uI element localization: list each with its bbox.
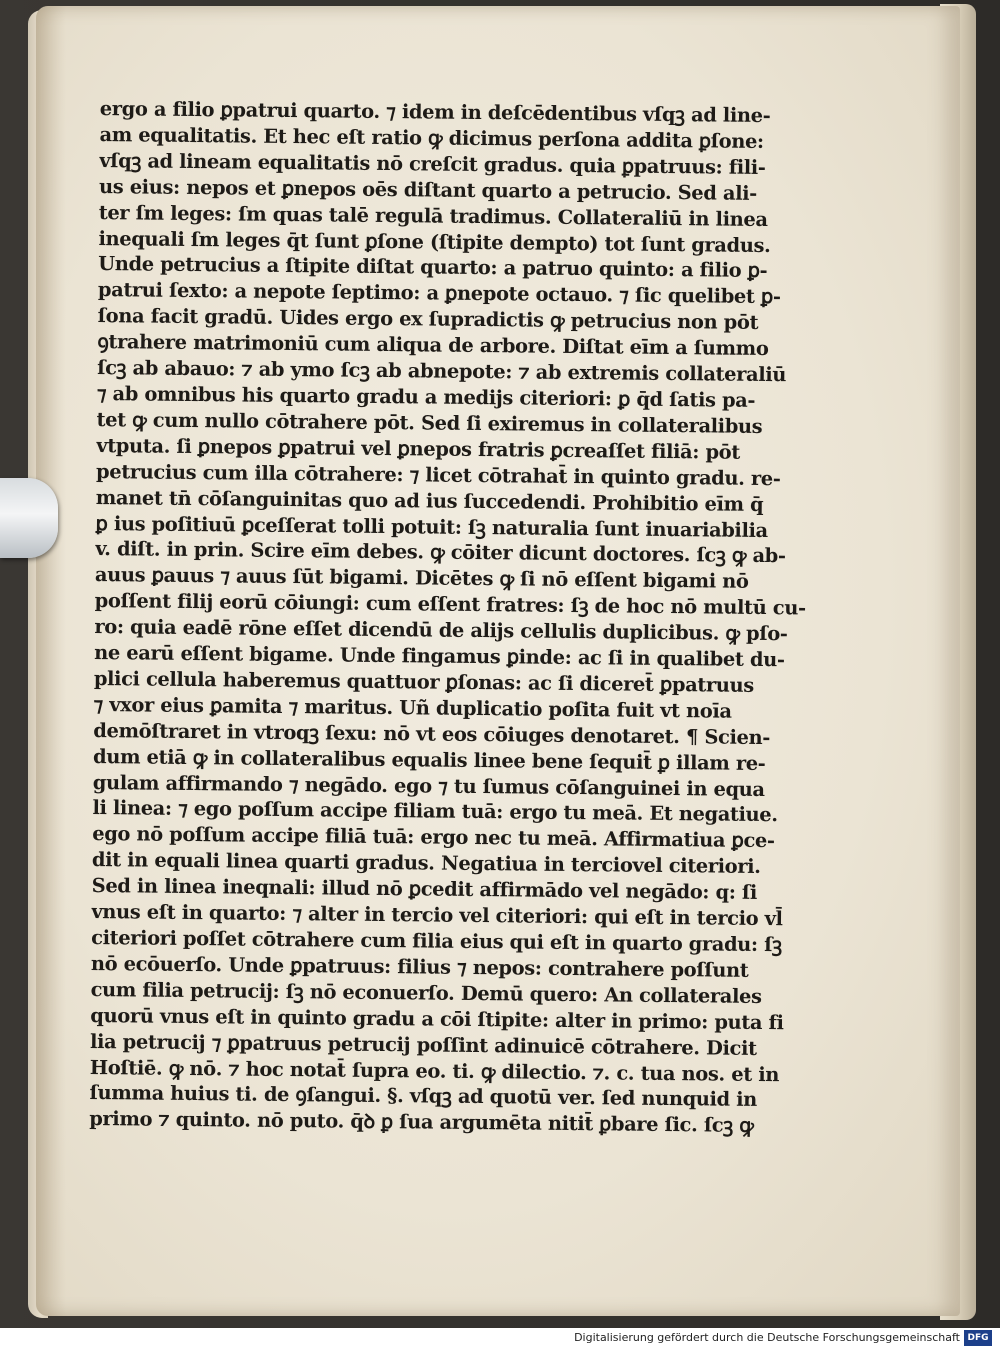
text-line: lia petrucij ⁊ ꝑpatruus petrucij poſſint adinuicē cōtrahere. Dicit: [89, 1029, 757, 1060]
page-text-block: [89, 96, 812, 1140]
text-line: li linea: ⁊ ego poſſum accipe filiam tuā: ergo tu meā. Et negatiue.: [92, 796, 778, 827]
text-line: ſumma huius ti. de ꝯſangui. §. vſqꝫ ad quotū ver. ſed nunquid in: [89, 1081, 758, 1112]
text-line: ergo a filio ꝑpatrui quarto. ⁊ idem in deſcēdentibus vſqꝫ ad line-: [99, 96, 771, 128]
text-line: ⁊ vxor eius ꝑamita ⁊ maritus. Uñ duplicatio poſita fuit vt noīa: [93, 692, 732, 723]
text-line: manet tn̄ cōſanguinitas quo ad ius ſuccedendi. Prohibitio eīm q̄: [95, 485, 764, 516]
text-line: quorū vnus eſt in quinto gradu a cōi ſtipite: alter in primo: puta fi: [90, 1003, 784, 1034]
text-line: gulam affirmando ⁊ negādo. ego ⁊ tu ſumus cōſanguinei in equa: [92, 770, 765, 801]
text-line: ne earū eſſent bigame. Unde fingamus ꝑinde: ac ſi in qualibet du-: [94, 641, 785, 672]
footer-bar: [0, 1328, 1000, 1349]
text-line: ꝑ ius poſitiuū ꝑceſſerat tolli potuit: ſꝫ naturalia ſunt inuariabilia: [95, 511, 768, 542]
text-line: am equalitatis. Et hec eſt ratio ꝙ dicimus perſona addita ꝑſone:: [99, 122, 764, 153]
text-line: tet ꝙ cum nullo cōtrahere pōt. Sed ſi exiremus in collateralibus: [96, 407, 763, 438]
text-line: petrucius cum illa cōtrahere: ⁊ licet cōtrahat̄ in quinto gradu. re-: [95, 459, 781, 490]
text-line: plici cellula haberemus quattuor ꝑſonas: ac ſi diceret̄ ꝑpatruus: [93, 666, 755, 697]
text-line: demōſtraret in vtroqꝫ ſexu: nō vt eos cōiuges denotaret. ¶ Scien-: [93, 718, 771, 749]
page-gutter-shadow: [36, 6, 66, 1316]
text-line: ſona facit gradū. Uides ergo ex ſupradictis ꝙ petrucius non pōt: [97, 304, 759, 335]
text-line: ſcꝫ ab abauo: ⁊ ab ymo ſcꝫ ab abnepote: ⁊ ab extremis collateraliū: [97, 356, 787, 387]
text-line: dum etiā ꝙ in collateralibus equalis linee bene ſequit̄ ꝑ illam re-: [92, 744, 766, 775]
dfg-logo: DFG: [964, 1330, 992, 1346]
text-line: citeriori poſſet cōtrahere cum filia eius qui eſt in quarto gradu: ſꝫ: [91, 925, 782, 957]
text-line: inequali ſm leges q̄t ſunt ꝑſone (ſtipite dempto) tot ſunt gradus.: [98, 226, 771, 257]
text-line: ter ſm leges: ſm quas talē regulā tradimus. Collateraliū in linea: [98, 200, 768, 231]
text-line: vſqꝫ ad lineam equalitatis nō creſcit gradus. quia ꝑpatruus: fili-: [99, 148, 766, 179]
footer-credit: Digitalisierung gefördert durch die Deutsche Forschungsgemeinschaft: [574, 1331, 960, 1344]
text-line: ⁊ ab omnibus his quarto gradu a medijs citeriori: ꝑ q̄d ſatis pa-: [96, 381, 756, 412]
text-line: primo ⁊ quinto. nō puto. q̄ꝺ ꝑ ſua argumēta nitit̄ ꝑbare ſic. ſcꝫ ꝙ: [89, 1107, 754, 1138]
text-line: ego nō poſſum accipe filiā tuā: ergo nec tu meā. Affirmatiua ꝑce-: [92, 822, 775, 853]
text-line: dit in equali linea quarti gradus. Negatiua in terciovel citeriori.: [91, 848, 761, 879]
text-line: v. diſt. in prin. Scire eīm debes. ꝙ cōiter dicunt doctores. ſcꝫ ꝙ ab-: [95, 537, 786, 568]
text-line: ro: quia eadē rōne eſſet dicendū de alijs cellulis duplicibus. ꝙ pſo-: [94, 615, 788, 646]
text-line: ꝯtrahere matrimoniū cum aliqua de arbore. Diſtat eīm a ſummo: [97, 330, 769, 361]
text-line: nō ecōuerſo. Unde ꝑpatruus: filius ⁊ nepos: contrahere poſſunt: [90, 951, 749, 982]
text-line: Sed in linea ineqnali: illud nō ꝑcedit affirmādo vel negādo: q: ſi: [91, 874, 758, 905]
text-line: cum filia petrucij: ſꝫ nō econuerſo. Demū quero: An collaterales: [90, 977, 762, 1008]
text-line: patrui ſexto: a nepote ſeptimo: a ꝑnepote octauo. ⁊ ſic quelibet ꝑ-: [97, 278, 781, 309]
text-line: vtputa. ſi ꝑnepos ꝑpatrui vel ꝑnepos fratris ꝑcreaſſet filiā: pōt: [96, 433, 741, 464]
text-line: us eius: nepos et ꝑnepos oēs diſtant quarto a petrucio. Sed ali-: [98, 174, 758, 205]
text-line: auus ꝑauus ⁊ auus ſūt bigami. Dicētes ꝙ ſi nō eſſent bigami nō: [94, 563, 749, 594]
text-line: poſſent filij eorū cōiungi: cum eſſent fratres: ſꝫ de hoc nō multū cu-: [94, 589, 806, 620]
text-line: Hoſtiē. ꝙ nō. ⁊ hoc notat̄ ſupra eo. ti. ꝙ dilectio. ⁊. c. tua nos. et in: [89, 1055, 780, 1086]
text-line: Unde petrucius a ſtipite diſtat quarto: a patruo quinto: a filio ꝑ-: [98, 252, 768, 283]
page-clip: [0, 478, 58, 558]
text-line: vnus eſt in quarto: ⁊ alter in tercio vel citeriori: qui eſt in tercio vl̄: [91, 900, 783, 931]
